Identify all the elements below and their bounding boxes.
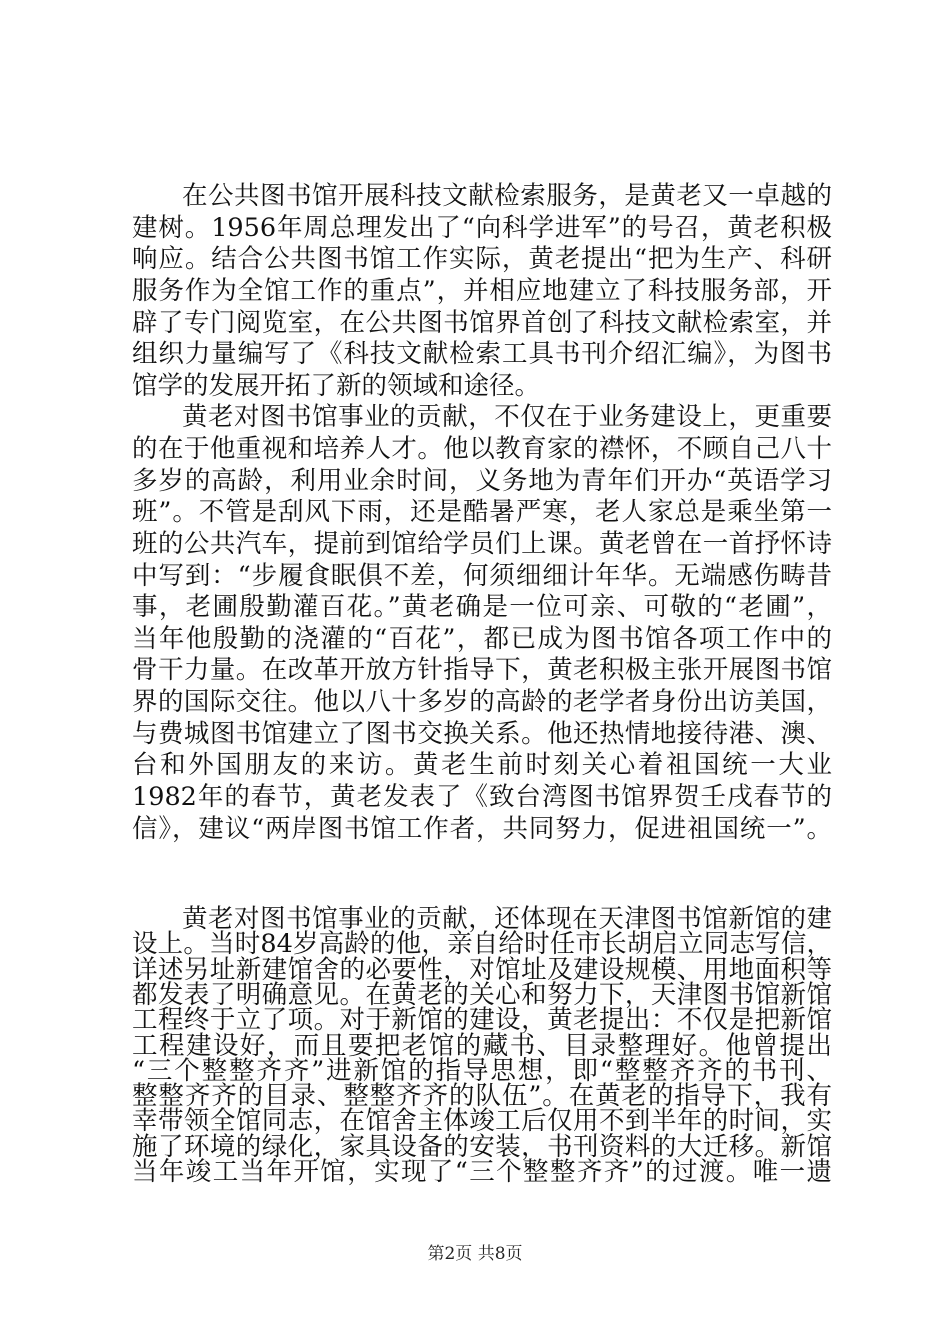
page-footer: 第2页 共8页 [427,1244,523,1264]
paragraph-line: “三个整整齐齐”进新馆的指导思想，即“整整齐齐的书刊、 [132,1055,832,1086]
paragraph-line [132,844,832,876]
paragraph-line: 班”。不管是刮风下雨，还是酷暑严寒，老人家总是乘坐第一 [132,497,832,527]
paragraph-line: 工程终于立了项。对于新馆的建设，黄老提出：不仅是把新馆 [132,1005,832,1036]
paragraph-line: 与费城图书馆建立了图书交换关系。他还热情地接待港、澳、 [132,719,832,749]
paragraph-line: 的在于他重视和培养人才。他以教育家的襟怀，不顾自己八十 [132,434,832,464]
paragraph-line: 整整齐齐的目录、整整齐齐的队伍”。在黄老的指导下，我有 [132,1081,832,1112]
paragraph-line: 幸带领全馆同志，在馆舍主体竣工后仅用不到半年的时间，实 [132,1106,832,1137]
paragraph-line: 1982年的春节，黄老发表了《致台湾图书馆界贺壬戌春节的 [132,782,832,812]
paragraph-line: 骨干力量。在改革开放方针指导下，黄老积极主张开展图书馆 [132,655,832,685]
paragraph-line: 响应。结合公共图书馆工作实际，黄老提出“把为生产、科研 [132,244,832,274]
paragraph-line: 服务作为全馆工作的重点”，并相应地建立了科技服务部，开 [132,276,832,306]
paragraph-line: 工程建设好，而且要把老馆的藏书、目录整理好。他曾提出 [132,1030,832,1061]
paragraph-line: 当年竣工当年开馆，实现了“三个整整齐齐”的过渡。唯一遗 [132,1157,832,1187]
paragraph-line: 班的公共汽车，提前到馆给学员们上课。黄老曾在一首抒怀诗 [132,529,832,559]
paragraph-line: 事，老圃殷勤灌百花。”黄老确是一位可亲、可敬的“老圃”， [132,592,832,622]
paragraph-line: 组织力量编写了《科技文献检索工具书刊介绍汇编》，为图书 [132,339,832,369]
paragraph-line: 当年他殷勤的浇灌的“百花”，都已成为图书馆各项工作中的 [132,624,832,654]
paragraph-line: 建树。1956年周总理发出了“向科学进军”的号召，黄老积极 [132,213,832,243]
paragraph-line: 馆学的发展开拓了新的领域和途径。 [132,371,541,401]
paragraph-line: 台和外国朋友的来访。黄老生前时刻关心着祖国统一大业 [132,750,832,780]
paragraph-line: 设上。当时84岁高龄的他，亲自给时任市长胡启立同志写信， [132,929,832,960]
paragraph-line: 黄老对图书馆事业的贡献，还体现在天津图书馆新馆的建 [182,904,832,934]
paragraph-line: 信》，建议“两岸图书馆工作者，共同努力，促进祖国统一”。 [132,814,832,844]
paragraph-line: 都发表了明确意见。在黄老的关心和努力下，天津图书馆新馆 [132,979,832,1010]
paragraph-line: 辟了专门阅览室，在公共图书馆界首创了科技文献检索室，并 [132,308,832,338]
paragraph-line: 黄老对图书馆事业的贡献，不仅在于业务建设上，更重要 [182,402,832,432]
paragraph-line: 施了环境的绿化，家具设备的安装，书刊资料的大迁移。新馆 [132,1131,832,1162]
paragraph-line: 界的国际交往。他以八十多岁的高龄的老学者身份出访美国， [132,687,832,717]
paragraph-line: 多岁的高龄，利用业余时间，义务地为青年们开办“英语学习 [132,466,832,496]
paragraph-line: 中写到：“步履食眠俱不差，何须细细计年华。无端感伤畴昔 [132,561,832,591]
paragraph-line: 在公共图书馆开展科技文献检索服务，是黄老又一卓越的 [182,181,832,211]
paragraph-line: 详述另址新建馆舍的必要性，对馆址及建设规模、用地面积等 [132,954,832,985]
